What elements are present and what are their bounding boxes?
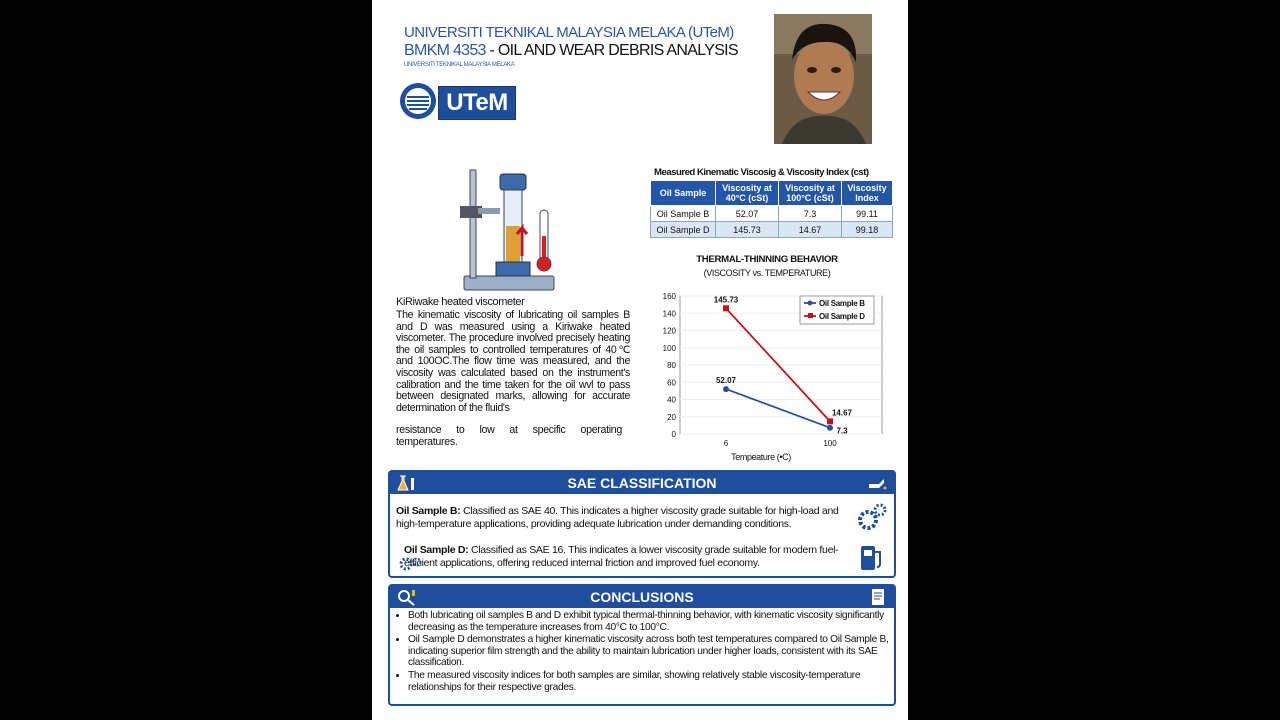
y-tick-label: 140 xyxy=(662,309,676,319)
conclusions-list xyxy=(394,610,892,694)
table-cell: 14.67 xyxy=(779,222,842,238)
x-axis-label: Tempeature (•C) xyxy=(731,452,791,462)
data-point xyxy=(827,425,833,431)
table-cell: Oil Sample B xyxy=(651,206,716,222)
viscosity-table xyxy=(650,180,893,238)
y-tick-label: 100 xyxy=(662,343,676,353)
list-item: • The measured viscosity indices for both samples are similar, showing relatively stable viscosity-temperature relationships for their respective grades. xyxy=(408,670,892,693)
table-header-cell: Oil Sample xyxy=(651,181,716,206)
table-header-cell: Viscosity at 100°C (cSt) xyxy=(779,181,842,206)
x-tick-label: 100 xyxy=(823,439,837,448)
course-title xyxy=(404,42,738,60)
sae-oil-b-desc: Classified as SAE 40. This indicates a higher viscosity grade suitable for high-load and high-temperature applications, providing adequate lubrication under demanding conditions. xyxy=(396,505,839,530)
method-paragraph-continued: resistance to low at specific operating temperatures. xyxy=(396,424,622,449)
conclusions-heading: CONCLUSIONS xyxy=(390,586,894,608)
table-cell: 52.07 xyxy=(716,206,779,222)
table-title: Measured Kinematic Viscosig & Viscosity Index (cst) xyxy=(654,167,869,178)
presenter-face-icon xyxy=(774,14,872,144)
table-cell: 7.3 xyxy=(779,206,842,222)
university-title: UNIVERSITI TEKNIKAL MALAYSIA MELAKA (UTeM) xyxy=(404,24,734,41)
data-point xyxy=(827,418,833,424)
table-header-row xyxy=(651,181,893,206)
data-label: 52.07 xyxy=(715,376,737,386)
method-paragraph: The kinematic viscosity of lubricating oil samples B and D was measured using a Kiriwake heated viscometer. The procedure involved precisely heating the oil samples to controlled temperatures of 40℃ and 100OC.The flow time was measured, and the viscosity was calculated based on the instrument's calibration and the time taken for the oil wvl to pass between designated marks, allowing for accurate determination of the fluid's xyxy=(396,309,630,414)
table-cell: 99.11 xyxy=(842,206,893,222)
table-header-cell: Viscosity at 40°C (cSt) xyxy=(716,181,779,206)
analysis-icon xyxy=(396,588,418,606)
y-tick-label: 160 xyxy=(662,292,676,301)
fuel-pump-icon xyxy=(858,542,886,572)
oil-can-icon xyxy=(866,474,888,492)
legend-label: Oil Sample D xyxy=(819,312,865,321)
table-header-cell: Viscosity Index xyxy=(842,181,893,206)
data-label: 7.3 xyxy=(836,426,848,436)
data-label: 145.73 xyxy=(713,295,739,305)
viscosity-temperature-chart xyxy=(642,284,892,464)
chart-subtitle: (VISCOSITY vs. TEMPERATURE) xyxy=(703,268,831,278)
conclusions-section xyxy=(388,584,896,706)
course-code: BMKM 4353 xyxy=(404,42,486,59)
y-tick-label: 60 xyxy=(667,378,676,388)
gears-icon xyxy=(856,502,888,532)
legend-marker xyxy=(808,313,813,318)
small-gears-icon xyxy=(398,556,424,572)
y-tick-label: 80 xyxy=(667,361,676,370)
utem-logo-text: UTeM xyxy=(438,86,516,120)
table-cell: 145.73 xyxy=(716,222,779,238)
course-name: - OIL AND WEAR DEBRIS ANALYSIS xyxy=(485,42,738,59)
y-tick-label: 120 xyxy=(662,326,676,336)
tiny-university-text: UNIVERSITI TEKNIKAL MALAYSIA MELAKA xyxy=(404,62,515,68)
flask-icon xyxy=(396,474,418,492)
table-cell: Oil Sample D xyxy=(651,222,716,238)
sae-oil-b-label: Oil Sample B: xyxy=(396,505,461,517)
sae-oil-d-label: Oil Sample D: xyxy=(404,544,469,556)
chart-title: THERMAL-THINNING BEHAVIOR xyxy=(696,254,838,265)
utem-emblem-icon xyxy=(398,80,438,122)
sae-oil-d-text xyxy=(404,544,856,570)
sae-oil-d-desc: Classified as SAE 16. This indicates a lower viscosity grade suitable for modern fuel-efficient applications, offering reduced internal friction and improved fuel economy. xyxy=(404,544,839,569)
list-item: • Oil Sample D demonstrates a higher kinematic viscosity across both test temperatures compared to Oil Sample B, indicating superior film strength and the ability to maintain lubrication under higher loads, consistent with its SAE classification. xyxy=(408,634,892,669)
table-row xyxy=(651,206,893,222)
data-label: 14.67 xyxy=(831,408,853,418)
utem-logo xyxy=(398,80,516,122)
data-point xyxy=(723,305,729,311)
table-cell: 99.18 xyxy=(842,222,893,238)
list-item: • Both lubricating oil samples B and D exhibit typical thermal-thinning behavior, with kinematic viscosity significantly decreasing as the temperature increases from 40°C to 100°C. xyxy=(408,610,892,633)
report-icon xyxy=(868,588,888,606)
poster-page xyxy=(372,0,908,720)
sae-oil-b-text xyxy=(396,505,856,531)
webcam-presenter-video xyxy=(774,14,872,144)
legend-marker xyxy=(808,301,813,306)
viscometer-caption: KiRiwake heated viscometer xyxy=(396,296,525,308)
sae-heading: SAE CLASSIFICATION xyxy=(390,472,894,494)
viscometer-illustration xyxy=(456,166,566,298)
data-point xyxy=(723,386,729,392)
y-tick-label: 40 xyxy=(667,395,676,405)
table-row xyxy=(651,222,893,238)
sae-classification-section xyxy=(388,470,896,578)
legend-label: Oil Sample B xyxy=(819,299,865,308)
y-tick-label: 20 xyxy=(667,412,676,422)
y-tick-label: 0 xyxy=(671,430,676,439)
x-tick-label: 6 xyxy=(723,439,729,448)
viscometer-icon xyxy=(456,166,566,298)
